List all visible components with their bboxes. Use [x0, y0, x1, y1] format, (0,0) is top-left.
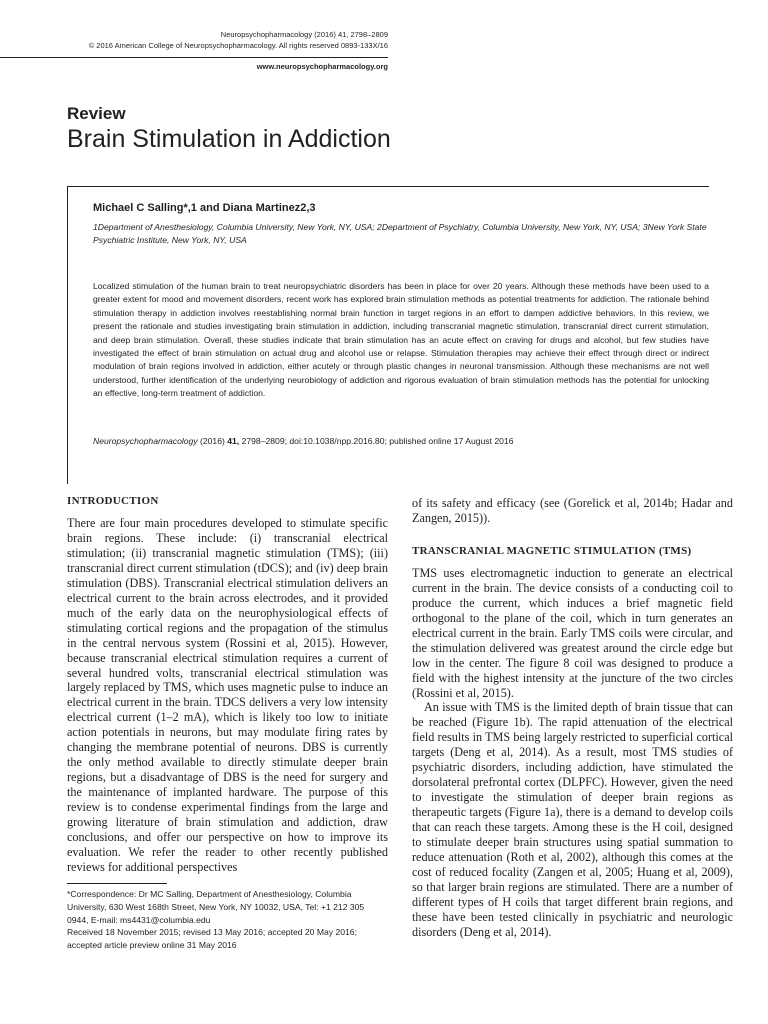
- article-type: Review: [67, 104, 126, 123]
- citation-year: (2016): [200, 436, 225, 446]
- introduction-paragraph: There are four main procedures developed to stimulate specific brain regions. These include: (i) transcranial electrical stimulation; (ii) transcranial magnetic stimulation (TMS); (iii) transcranial direct current stimulation (tDCS); and (iv) deep brain stimulation (DBS). Transcranial electrical stimulation delivers an electrical current to the brain across electrodes, and it provided much of the early data on the neurophysiological effects of stimulating cortical regions and the propagation of the stimulus in the central nervous system (Rossini et al, 2015). However, because transcranial electrical stimulation requires a current of several hundred volts, transcranial electrical stimulation was largely replaced by TMS, which uses magnetic pulse to induce an electrical current in the brain. TDCS delivers a very low intensity electrical current (1–2 mA), which is likely too low to initiate action potentials in neurons, but may modulate firing rates by changing the membrane potential of neurons. DBS is currently the only method available to directly stimulate deeper brain regions, but a disadvantage of DBS is the need for surgery and the maintenance of implanted hardware. The purpose of this review is to condense experimental findings from the large and growing literature of brain stimulation and addiction, draw conclusions, and offer our perspective on how to improve its evaluation. We refer the reader to other recently published reviews for additional perspectives: [67, 516, 388, 874]
- copyright-line: © 2016 American College of Neuropsychopharmacology. All rights reserved 0893-133X/16: [88, 41, 388, 50]
- author-list: Michael C Salling*,1 and Diana Martinez2,3: [93, 202, 316, 214]
- journal-line: Neuropsychopharmacology (2016) 41, 2798–2809: [220, 30, 388, 39]
- section-spacer: [412, 526, 733, 544]
- left-column: [67, 494, 388, 875]
- tms-paragraph-1: TMS uses electromagnetic induction to generate an electrical current in the brain. The device consists of a conducting coil to produce the current, which induces a brief magnetic field orthogonal to the plane of the coil, which in turn generates an electrical current in the brain. Early TMS coils were circular, and the stimulation delivered was greatest around the circle edge but low in the center. The figure 8 coil was designed to produce a field with the highest intensity at the juncture of the two circles (Rossini et al, 2015).: [412, 565, 733, 700]
- introduction-continuation: of its safety and efficacy (see (Gorelick et al, 2014b; Hadar and Zangen, 2015)).: [412, 496, 733, 525]
- tms-heading: TRANSCRANIAL MAGNETIC STIMULATION (TMS): [412, 544, 692, 557]
- abstract: Localized stimulation of the human brain to treat neuropsychiatric disorders has been in place for over 20 years. Although these methods have been used to a greater extent for mood and movement disorders, recent work has explored brain stimulation methods as potential treatments for addiction. The rationale behind stimulation therapy in addiction involves reestablishing normal brain function in target regions in an effort to dampen addictive behaviors. In this review, we present the rationale and studies investigating brain stimulation in addiction, including transcranial magnetic stimulation, transcranial direct current stimulation, and deep brain stimulation. Overall, these studies indicate that brain stimulation has an acute effect on craving for drugs and alcohol, but few studies have investigated the effect of brain stimulation on actual drug and alcohol use or relapse. Stimulation therapies may achieve their effect through direct or indirect modulation of brain regions involved in addiction, either acutely or through plastic changes in neuronal transmission. Although these mechanisms are not well understood, further identification of the underlying neurobiology of addiction and rigorous evaluation of brain stimulation methods has the potential for unlocking an effective, long-term treatment of addiction.: [93, 281, 709, 399]
- right-column: [412, 496, 733, 940]
- footnote: [67, 888, 388, 952]
- author-affiliations: 1Department of Anesthesiology, Columbia University, New York, NY, USA; 2Department of Psychiatry, Columbia University, New York, NY, USA; 3New York State Psychiatric Institute, New York, NY, USA: [93, 222, 707, 245]
- journal-website-link[interactable]: www.neuropsychopharmacology.org: [256, 62, 388, 71]
- citation-details: 2798–2809; doi:10.1038/npp.2016.80; published online 17 August 2016: [241, 436, 514, 446]
- citation-journal: Neuropsychopharmacology: [93, 436, 198, 446]
- correspondence-note: *Correspondence: Dr MC Salling, Department of Anesthesiology, Columbia University, 630 West 168th Street, New York, NY 10032, USA, Tel: +1 212 305 0944, E-mail: ms4431@columbia.edu: [67, 889, 365, 925]
- citation-volume: 41,: [227, 436, 240, 446]
- introduction-heading: INTRODUCTION: [67, 495, 159, 507]
- footnote-divider: [67, 883, 167, 884]
- received-dates: Received 18 November 2015; revised 13 May 2016; accepted 20 May 2016; accepted article preview online 31 May 2016: [67, 927, 357, 951]
- header-divider: [0, 57, 388, 58]
- citation-line: [93, 435, 709, 448]
- article-title: Brain Stimulation in Addiction: [67, 125, 391, 153]
- tms-paragraph-2: An issue with TMS is the limited depth of brain tissue that can be reached (Figure 1b). The rapid attenuation of the electrical field results in TMS being largely restricted to superficial cortical targets (Deng et al, 2014). As a result, most TMS studies of psychiatric disorders, including addiction, have stimulated the dorsolateral prefrontal cortex (DLPFC). However, given the need to investigate the stimulation of deeper brain regions as therapeutic targets (Figure 1a), there is a demand to develop coils that can reach these targets. Among these is the H coil, designed to stimulate deeper brain structures using spatial summation to reduce attenuation (Roth et al, 2002), although this comes at the cost of reduced focality (Zangen et al, 2005; Huang et al, 2009), so that larger brain regions are stimulated. There are a number of different types of H coils that target different brain regions, and these have been tested clinically in psychiatric and neurologic disorders (Deng et al, 2014).: [412, 700, 733, 939]
